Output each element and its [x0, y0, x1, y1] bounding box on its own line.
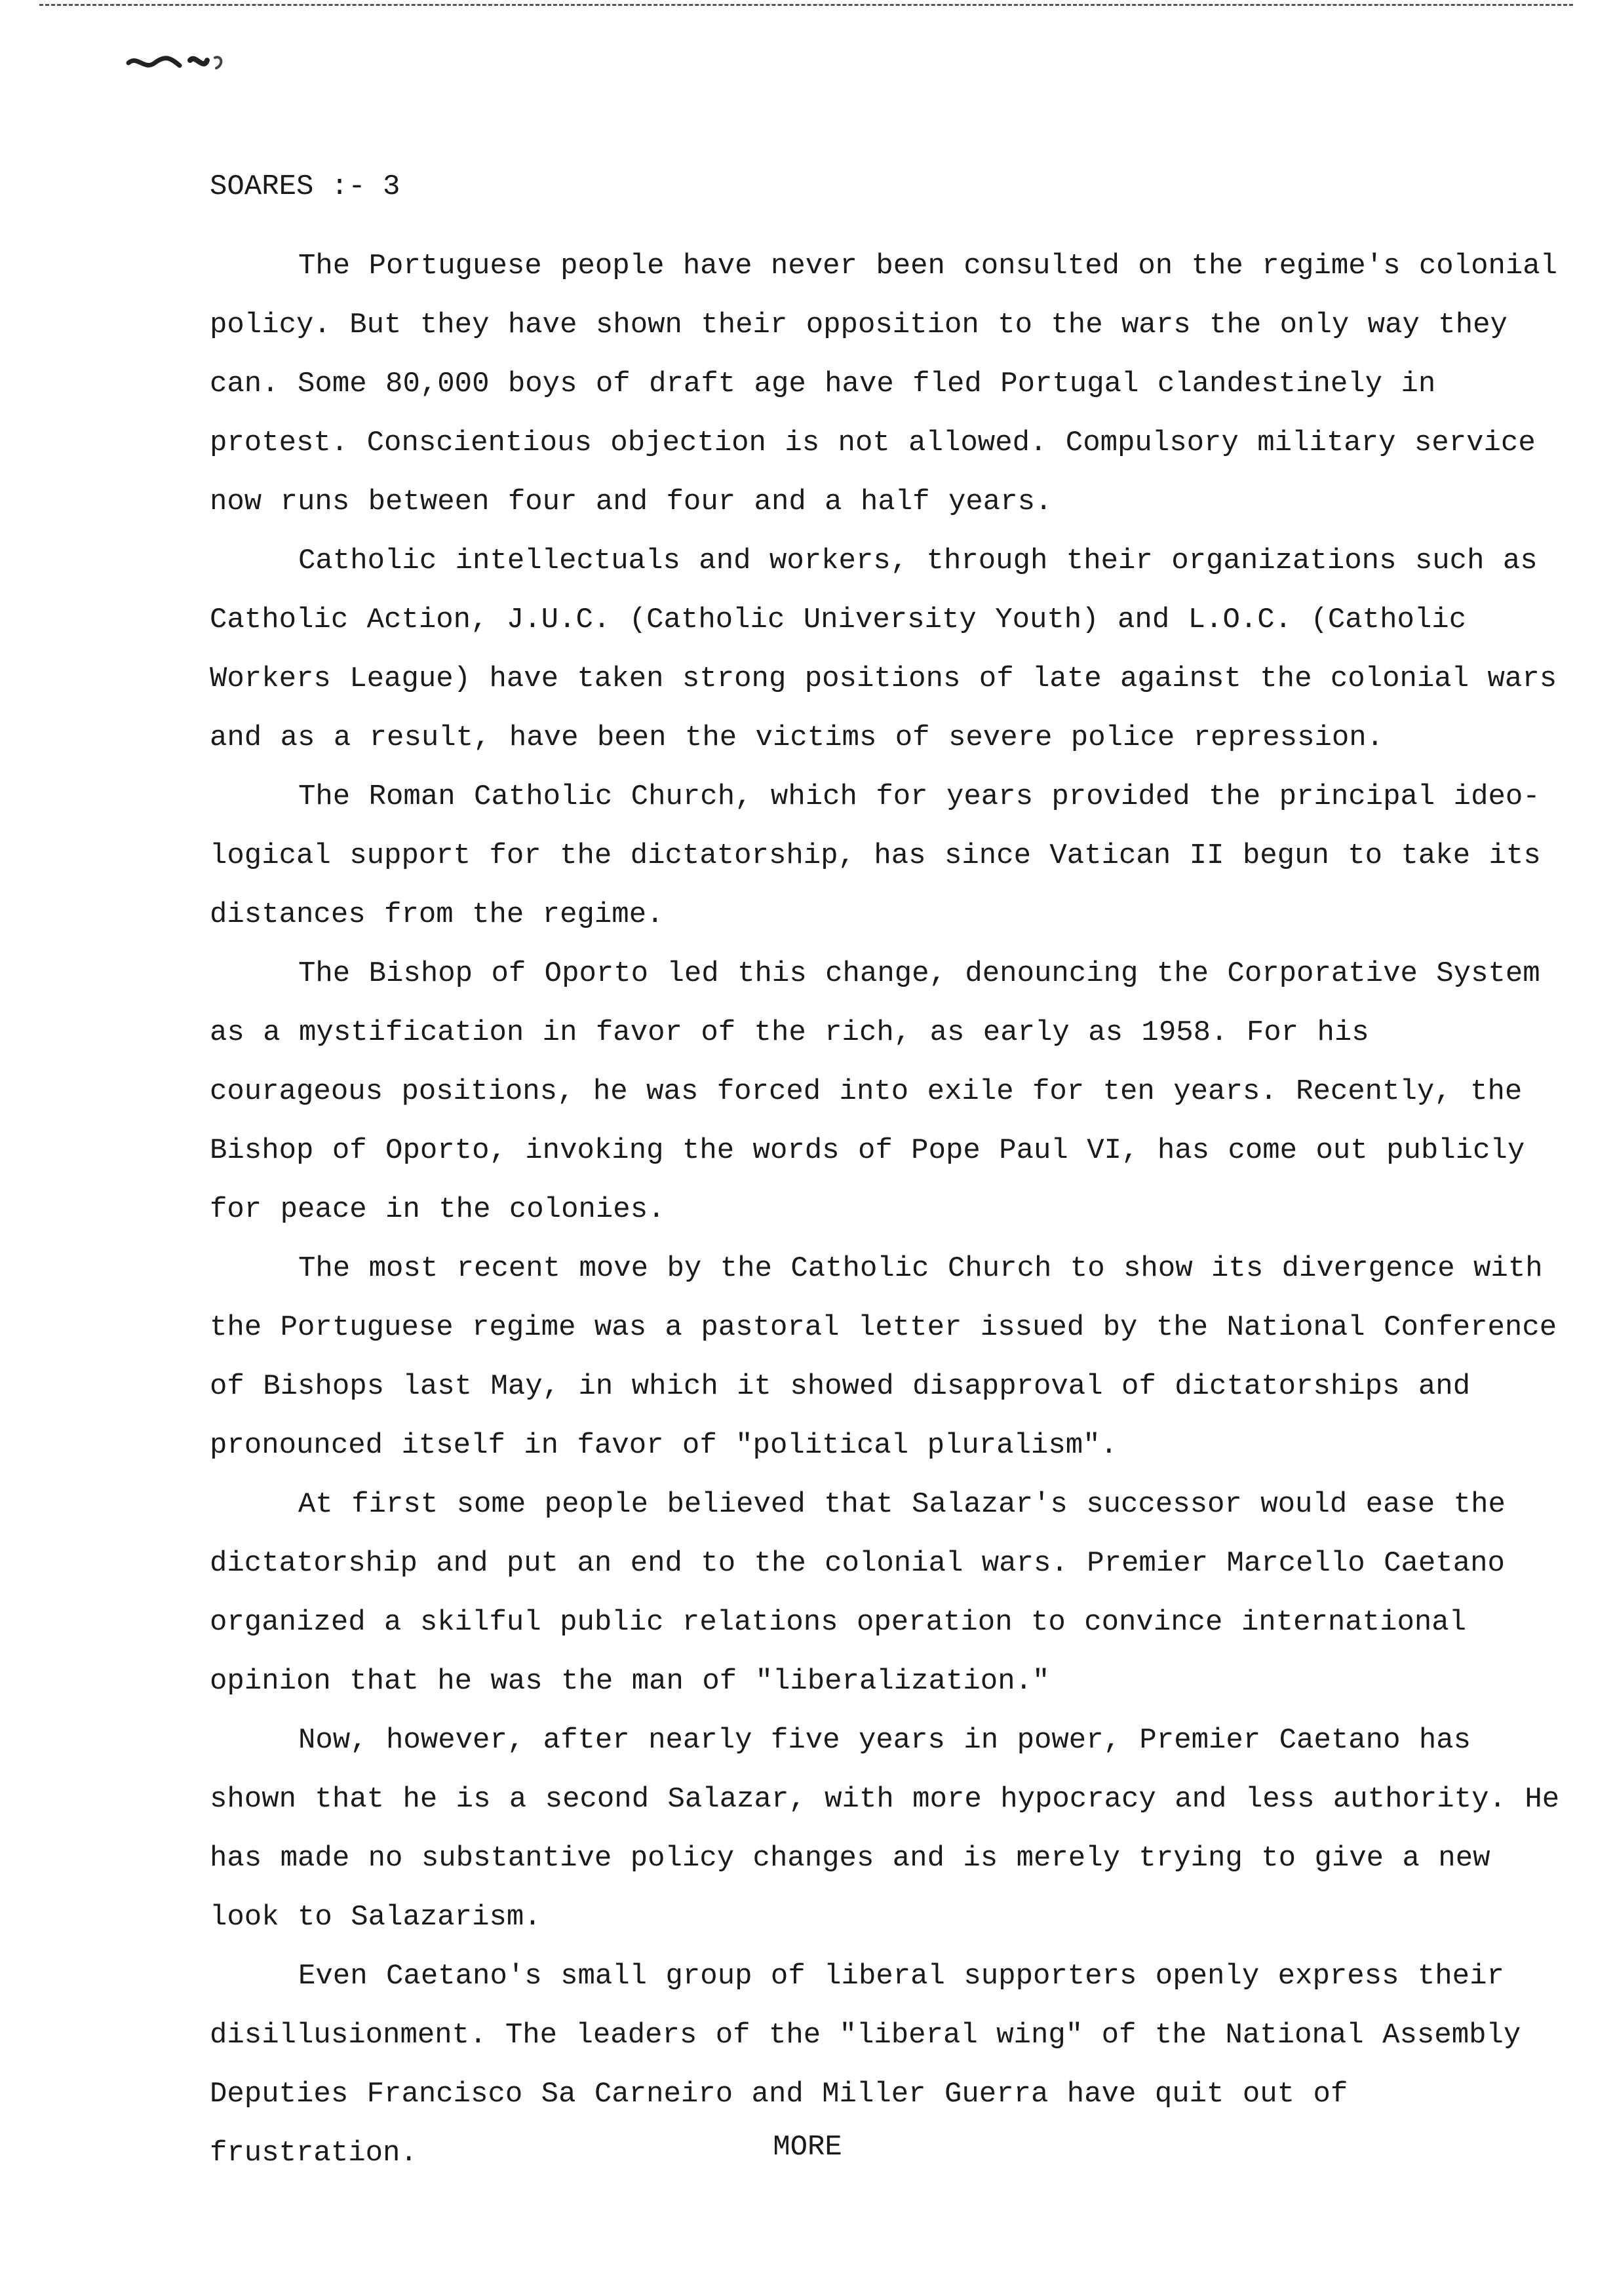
paragraph-5: The most recent move by the Catholic Church to show its divergence with the Portuguese regime was a pastoral letter issued by the National Conference of Bishops last May, in which it showed disapproval of dictatorships and pronounced itself in favor of "political pluralism".: [210, 1252, 1557, 1462]
paragraph-1: The Portuguese people have never been consulted on the regime's colonial policy. But they have shown their opposition to the wars the only way they can. Some 80,000 boys of draft age have fled Portugal clandestinely in protest. Conscientious objection is not allowed. Compulsory military service now runs between four and four and a half years.: [210, 250, 1558, 518]
handwritten-mark-icon: [125, 48, 229, 77]
footer-more: MORE: [773, 2131, 842, 2164]
typed-page: [210, 167, 1560, 2183]
paragraph-3: The Roman Catholic Church, which for years provided the principal ideo- logical support for the dictatorship, has since Vatican II begun to take its distances from the regime.: [210, 780, 1541, 931]
paragraph-4: The Bishop of Oporto led this change, denouncing the Corporative System as a mystification in favor of the rich, as early as 1958. For his courageous positions, he was forced into exile for ten years. Recently, the Bishop of Oporto, invoking the words of Pope Paul VI, has come out publicly for peace in the colonies.: [210, 957, 1540, 1226]
top-edge-rule: [39, 4, 1573, 6]
paragraph-7: Now, however, after nearly five years in power, Premier Caetano has shown that he is a second Salazar, with more hypocracy and less authority. He has made no substantive policy changes and is merely trying to give a new look to Salazarism.: [210, 1724, 1560, 1934]
page-header: SOARES :- 3: [210, 170, 400, 203]
paragraph-8: Even Caetano's small group of liberal supporters openly express their disillusionment. The leaders of the "liberal wing" of the National Assembly Deputies Francisco Sa Carneiro and Miller Guerra have quit out of frustration.: [210, 1960, 1521, 2170]
paragraph-6: At first some people believed that Salazar's successor would ease the dictatorship and put an end to the colonial wars. Premier Marcello Caetano organized a skilful public relations operation to convince international opinion that he was the man of "liberalization.": [210, 1488, 1506, 1698]
paragraph-2: Catholic intellectuals and workers, through their organizations such as Catholic Action, J.U.C. (Catholic University Youth) and L.O.C. (Catholic Workers League) have taken strong positions of late against the colonial wars and as a result, have been the victims of severe police repression.: [210, 545, 1557, 754]
